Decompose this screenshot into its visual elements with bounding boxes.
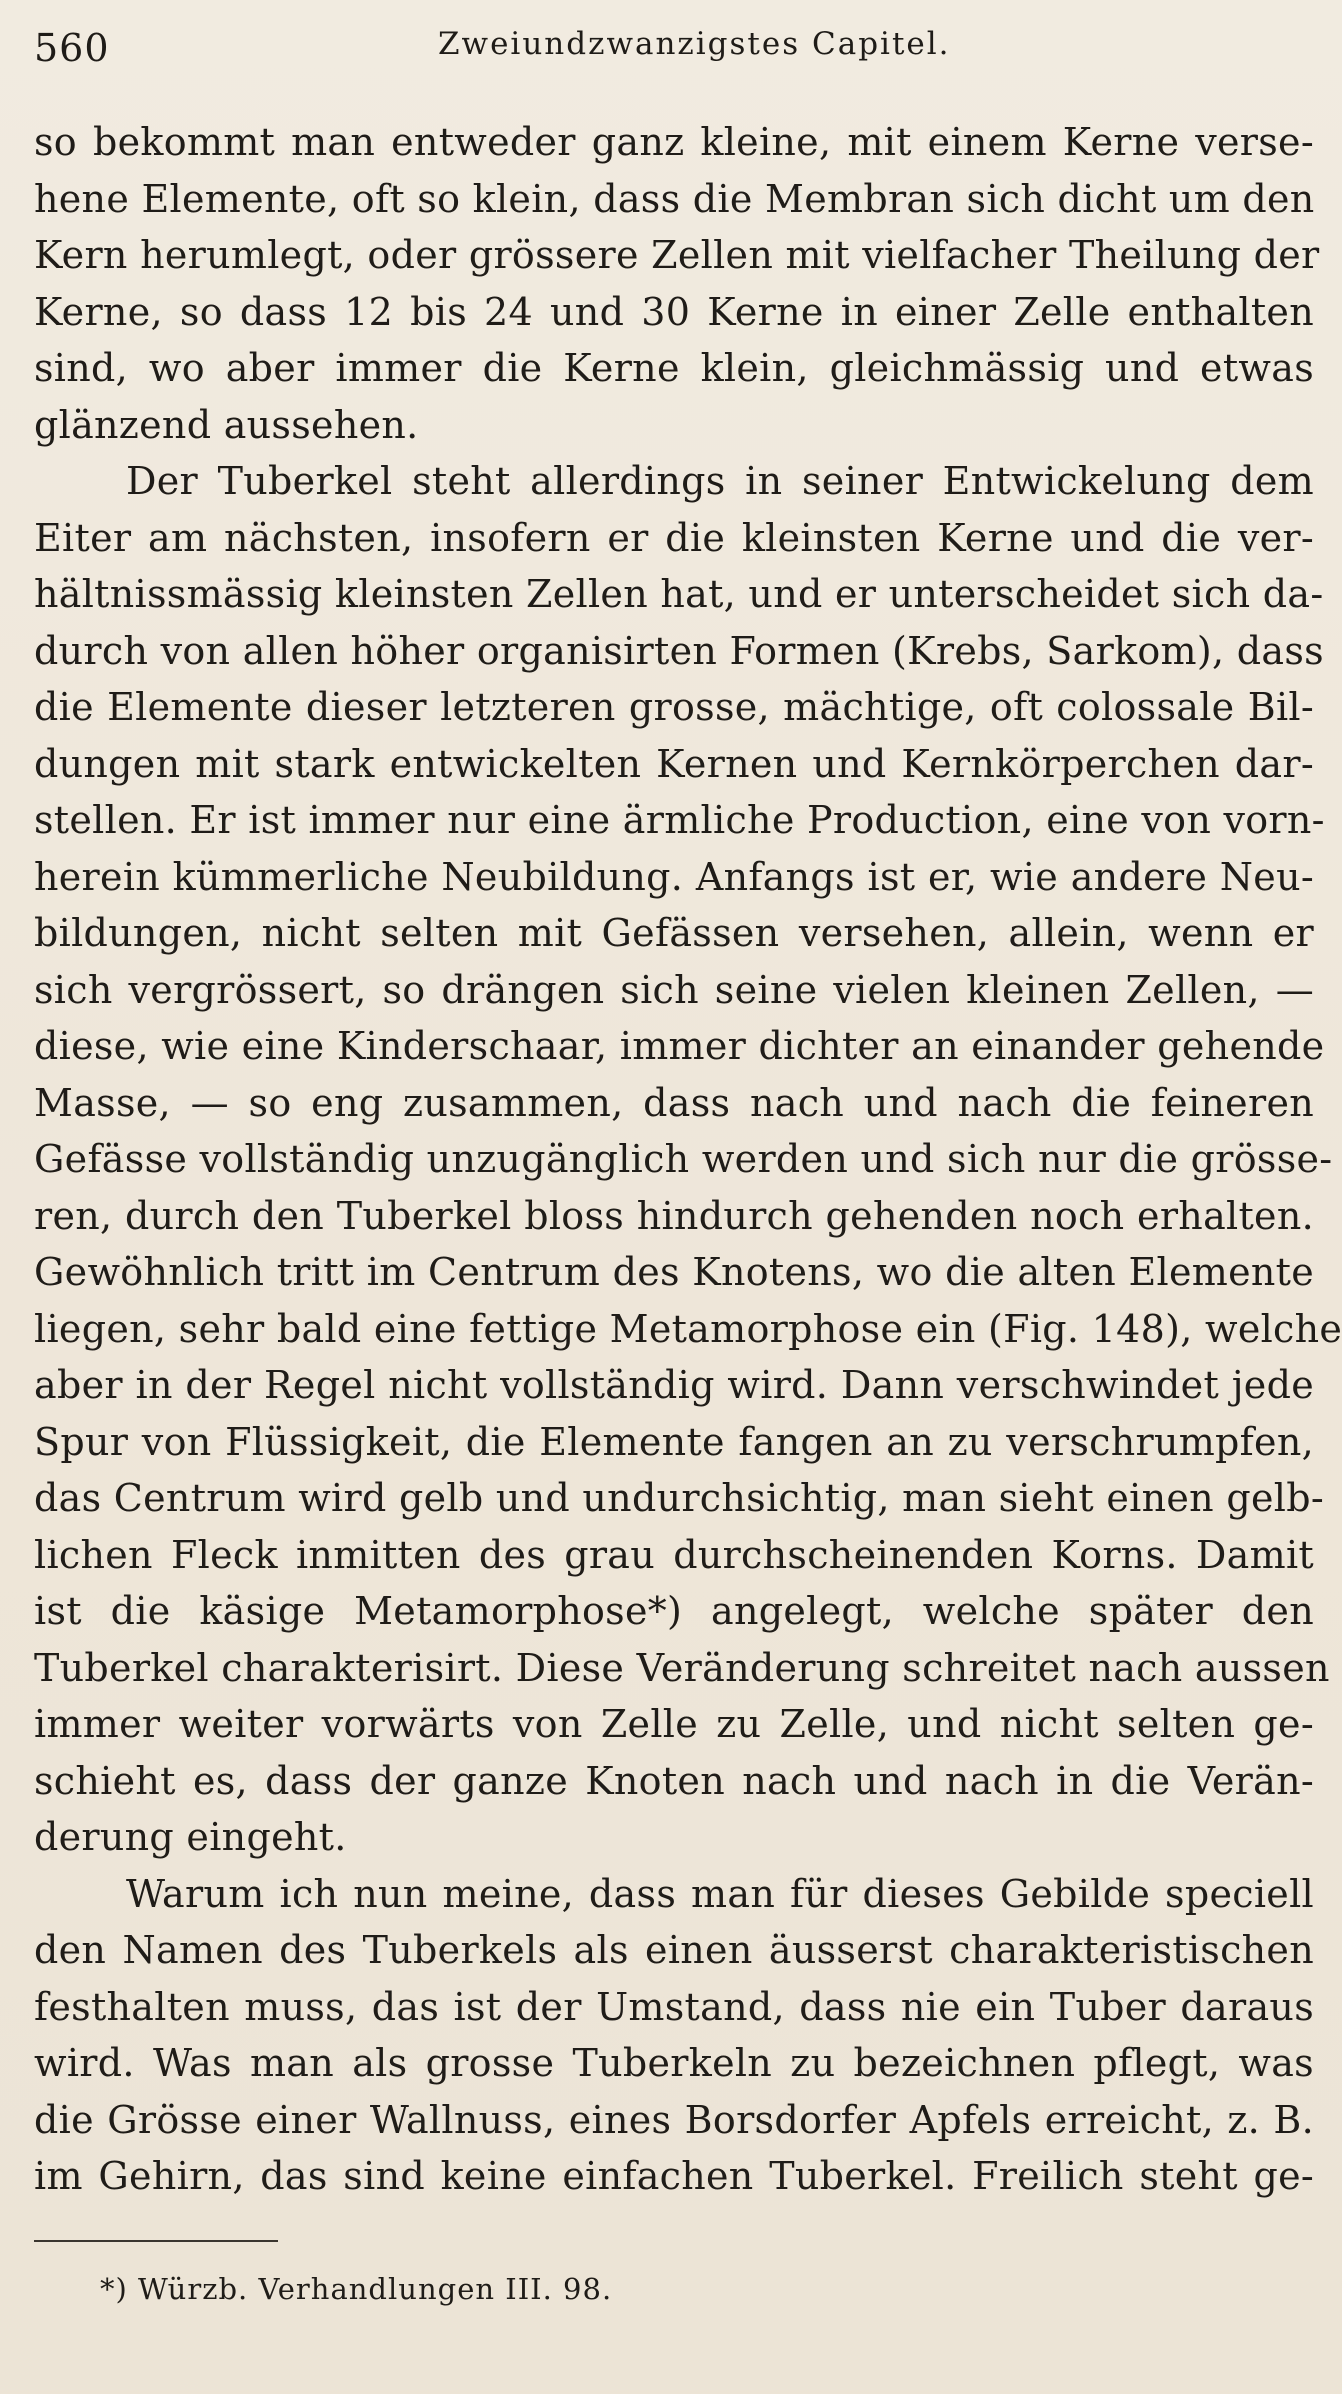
- text-line: die Elemente dieser letzteren grosse, mächtige, oft colossale Bil-: [34, 685, 1314, 729]
- text-line: ren, durch den Tuberkel bloss hindurch gehenden noch erhalten.: [34, 1193, 1314, 1238]
- text-line: wird. Was man als grosse Tuberkeln zu bezeichnen pflegt, was: [34, 2041, 1314, 2085]
- text-line: festhalten muss, das ist der Umstand, dass nie ein Tuber daraus: [34, 1984, 1314, 2029]
- text-line: hene Elemente, oft so klein, dass die Membran sich dicht um den: [34, 176, 1315, 221]
- text-line: schieht es, dass der ganze Knoten nach und nach in die Verän-: [34, 1758, 1314, 1803]
- text-line: lichen Fleck inmitten des grau durchscheinenden Korns. Damit: [34, 1532, 1314, 1577]
- text-line: Masse, — so eng zusammen, dass nach und nach die feineren: [34, 1080, 1314, 1125]
- text-line: diese, wie eine Kinderschaar, immer dichter an einander gehende: [34, 1024, 1325, 1068]
- text-line: Spur von Flüssigkeit, die Elemente fangen an zu verschrumpfen,: [34, 1419, 1314, 1464]
- text-line: Eiter am nächsten, insofern er die kleinsten Kerne und die ver-: [34, 515, 1314, 560]
- text-line: stellen. Er ist immer nur eine ärmliche Production, eine von vorn-: [34, 798, 1325, 842]
- text-line: bildungen, nicht selten mit Gefässen versehen, allein, wenn er: [34, 911, 1314, 955]
- running-head: Zweiundzwanzigstes Capitel.: [438, 26, 951, 62]
- text-line: liegen, sehr bald eine fettige Metamorphose ein (Fig. 148), welche: [34, 1306, 1342, 1351]
- text-line: glänzend aussehen.: [34, 402, 419, 447]
- text-line: so bekommt man entweder ganz kleine, mit einem Kerne verse-: [34, 120, 1314, 164]
- text-line: die Grösse einer Wallnuss, eines Borsdorfer Apfels erreicht, z. B.: [34, 2097, 1314, 2142]
- text-line: ist die käsige Metamorphose*) angelegt, welche später den: [34, 1589, 1314, 1633]
- text-line: dungen mit stark entwickelten Kernen und Kernkörperchen dar-: [34, 741, 1314, 786]
- footnote-divider: [34, 2240, 278, 2242]
- text-line: herein kümmerliche Neubildung. Anfangs ist er, wie andere Neu-: [34, 854, 1314, 899]
- text-line: das Centrum wird gelb und undurchsichtig, man sieht einen gelb-: [34, 1476, 1324, 1520]
- text-line: Kern herumlegt, oder grössere Zellen mit vielfacher Theilung der: [34, 233, 1320, 277]
- text-line: derung eingeht.: [34, 1815, 347, 1859]
- text-line: Warum ich nun meine, dass man für dieses Gebilde speciell: [126, 1871, 1314, 1916]
- text-line: Tuberkel charakterisirt. Diese Veränderung schreitet nach aussen: [34, 1645, 1330, 1690]
- text-line: hältnissmässig kleinsten Zellen hat, und er unterscheidet sich da-: [34, 572, 1324, 616]
- text-line: Der Tuberkel steht allerdings in seiner Entwickelung dem: [126, 459, 1314, 503]
- text-line: den Namen des Tuberkels als einen äusserst charakteristischen: [34, 1928, 1314, 1972]
- page-number: 560: [34, 26, 110, 70]
- text-line: im Gehirn, das sind keine einfachen Tuberkel. Freilich steht ge-: [34, 2154, 1314, 2198]
- text-line: sich vergrössert, so drängen sich seine vielen kleinen Zellen, —: [34, 967, 1314, 1012]
- footnote: *) Würzb. Verhandlungen III. 98.: [100, 2272, 613, 2306]
- text-line: Kerne, so dass 12 bis 24 und 30 Kerne in einer Zelle enthalten: [34, 289, 1314, 334]
- text-line: durch von allen höher organisirten Formen (Krebs, Sarkom), dass: [34, 628, 1324, 673]
- body-text: [34, 114, 1342, 2205]
- text-line: Gefässe vollständig unzugänglich werden und sich nur die grösse-: [34, 1137, 1333, 1181]
- text-line: immer weiter vorwärts von Zelle zu Zelle, und nicht selten ge-: [34, 1702, 1314, 1746]
- text-line: sind, wo aber immer die Kerne klein, gleichmässig und etwas: [34, 346, 1314, 390]
- text-line: aber in der Regel nicht vollständig wird. Dann verschwindet jede: [34, 1363, 1314, 1407]
- text-line: Gewöhnlich tritt im Centrum des Knotens, wo die alten Elemente: [34, 1250, 1314, 1294]
